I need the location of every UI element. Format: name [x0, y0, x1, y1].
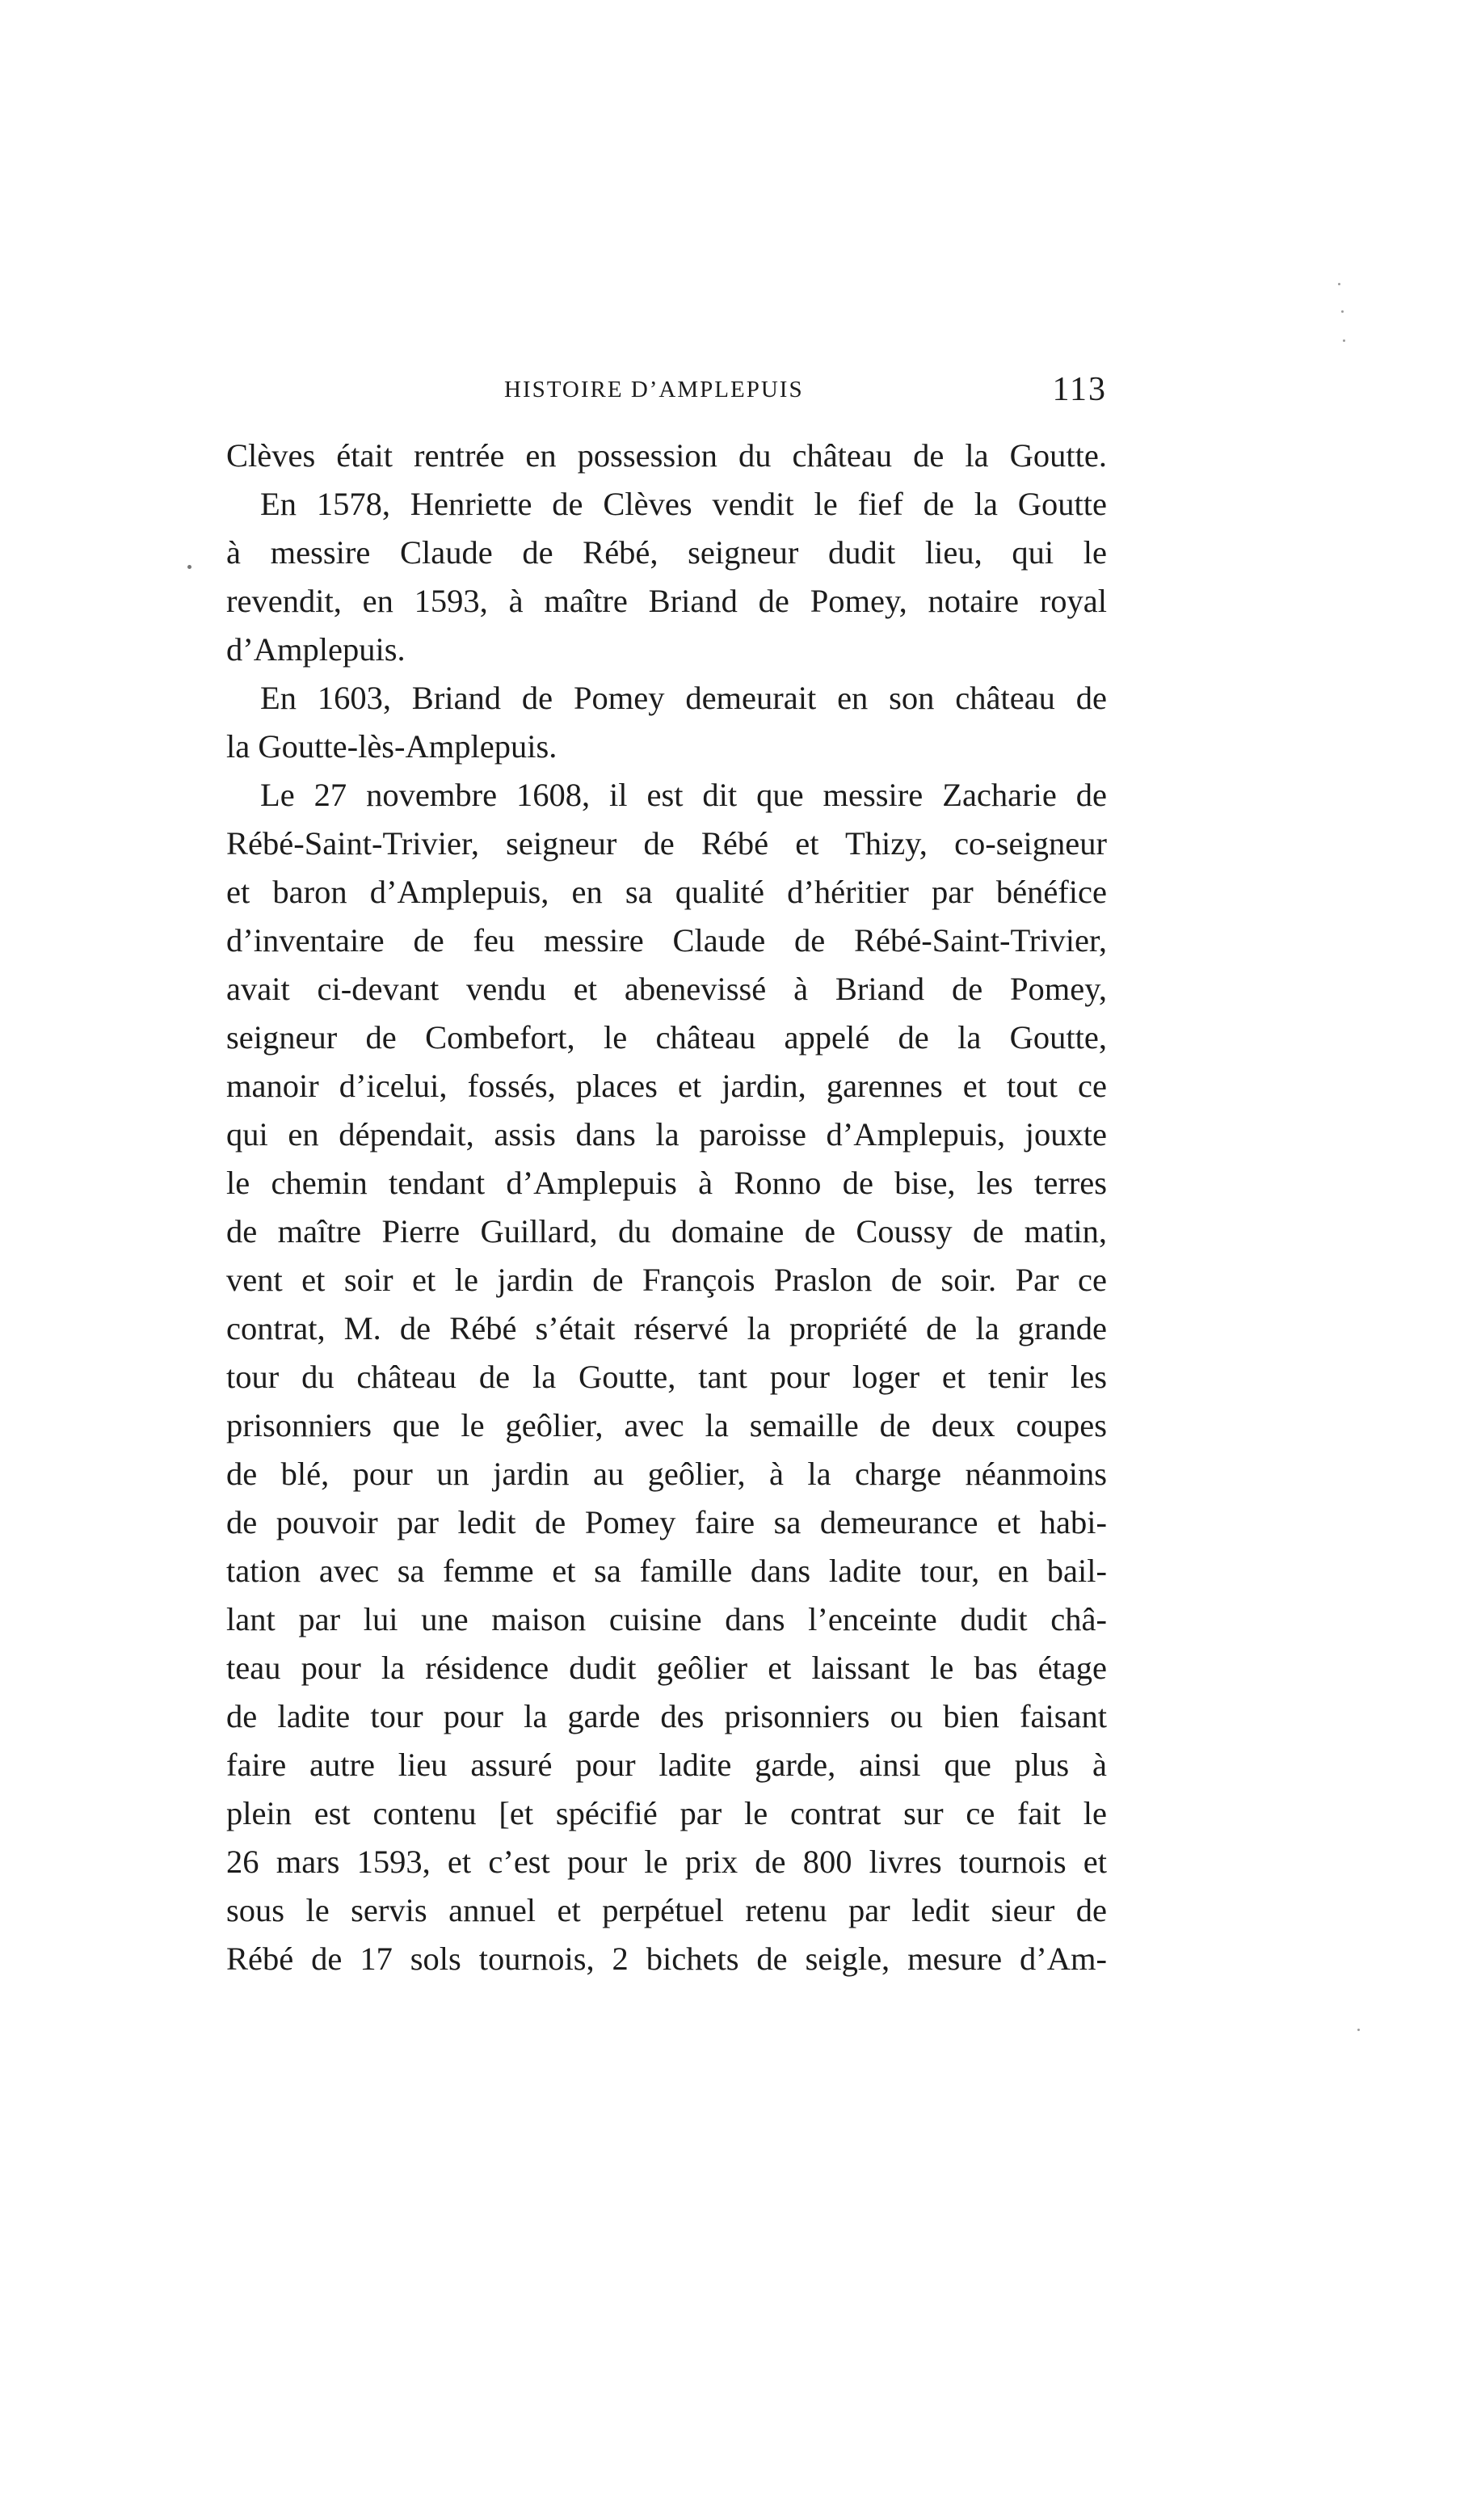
text-line: lant par lui une maison cuisine dans l’enceinte dudit châ-: [226, 1601, 1107, 1637]
text-line: vent et soir et le jardin de François Praslon de soir. Par ce: [226, 1262, 1107, 1298]
text-line: sous le servis annuel et perpétuel retenu par ledit sieur de: [226, 1892, 1107, 1928]
text-line: contrat, M. de Rébé s’était réservé la propriété de la grande: [226, 1310, 1107, 1346]
text-line: 26 mars 1593, et c’est pour le prix de 800 livres tournois et: [226, 1844, 1107, 1880]
text-line: qui en dépendait, assis dans la paroisse d’Amplepuis, jouxte: [226, 1116, 1107, 1153]
text-line: de ladite tour pour la garde des prisonniers ou bien faisant: [226, 1698, 1107, 1734]
scan-speck: [1343, 339, 1345, 342]
text-line: avait ci-devant vendu et abenevissé à Briand de Pomey,: [226, 971, 1107, 1007]
text-line: Rébé-Saint-Trivier, seigneur de Rébé et Thizy, co-seigneur: [226, 825, 1107, 862]
text-line: à messire Claude de Rébé, seigneur dudit lieu, qui le: [226, 534, 1107, 571]
running-title: HISTOIRE D’AMPLEPUIS: [504, 377, 804, 402]
text-line: faire autre lieu assuré pour ladite garde, ainsi que plus à: [226, 1747, 1107, 1783]
text-line: Rébé de 17 sols tournois, 2 bichets de seigle, mesure d’Am-: [226, 1941, 1107, 1977]
text-line: le chemin tendant d’Amplepuis à Ronno de bise, les terres: [226, 1165, 1107, 1201]
page-number: 113: [1052, 371, 1107, 408]
text-line: de blé, pour un jardin au geôlier, à la charge néanmoins: [226, 1456, 1107, 1492]
text-line: Le 27 novembre 1608, il est dit que messire Zacharie de: [260, 777, 1107, 813]
text-line: de maître Pierre Guillard, du domaine de Coussy de matin,: [226, 1213, 1107, 1249]
text-line: de pouvoir par ledit de Pomey faire sa demeurance et habi-: [226, 1504, 1107, 1540]
text-line: prisonniers que le geôlier, avec la semaille de deux coupes: [226, 1407, 1107, 1443]
text-line: tation avec sa femme et sa famille dans ladite tour, en bail-: [226, 1553, 1107, 1589]
scan-speck: [1338, 283, 1340, 285]
scan-speck: [187, 565, 191, 569]
text-line: teau pour la résidence dudit geôlier et laissant le bas étage: [226, 1650, 1107, 1686]
text-line: et baron d’Amplepuis, en sa qualité d’héritier par bénéfice: [226, 874, 1107, 910]
text-line: d’Amplepuis.: [226, 631, 406, 668]
text-line: tour du château de la Goutte, tant pour loger et tenir les: [226, 1359, 1107, 1395]
text-line: seigneur de Combefort, le château appelé de la Goutte,: [226, 1019, 1107, 1056]
scan-speck: [1341, 310, 1344, 313]
text-line: En 1603, Briand de Pomey demeurait en son château de: [260, 680, 1107, 716]
running-head: [226, 370, 1107, 419]
text-line: revendit, en 1593, à maître Briand de Pomey, notaire royal: [226, 583, 1107, 619]
text-line: En 1578, Henriette de Clèves vendit le fief de la Goutte: [260, 486, 1107, 522]
text-line: d’inventaire de feu messire Claude de Rébé-Saint-Trivier,: [226, 922, 1107, 959]
text-line: la Goutte-lès-Amplepuis.: [226, 728, 557, 765]
text-line: Clèves était rentrée en possession du château de la Goutte.: [226, 437, 1107, 474]
text-line: plein est contenu [et spécifié par le contrat sur ce fait le: [226, 1795, 1107, 1831]
text-line: manoir d’icelui, fossés, places et jardin, garennes et tout ce: [226, 1068, 1107, 1104]
body-text: [226, 432, 1107, 1983]
scan-speck: [1357, 2029, 1360, 2031]
